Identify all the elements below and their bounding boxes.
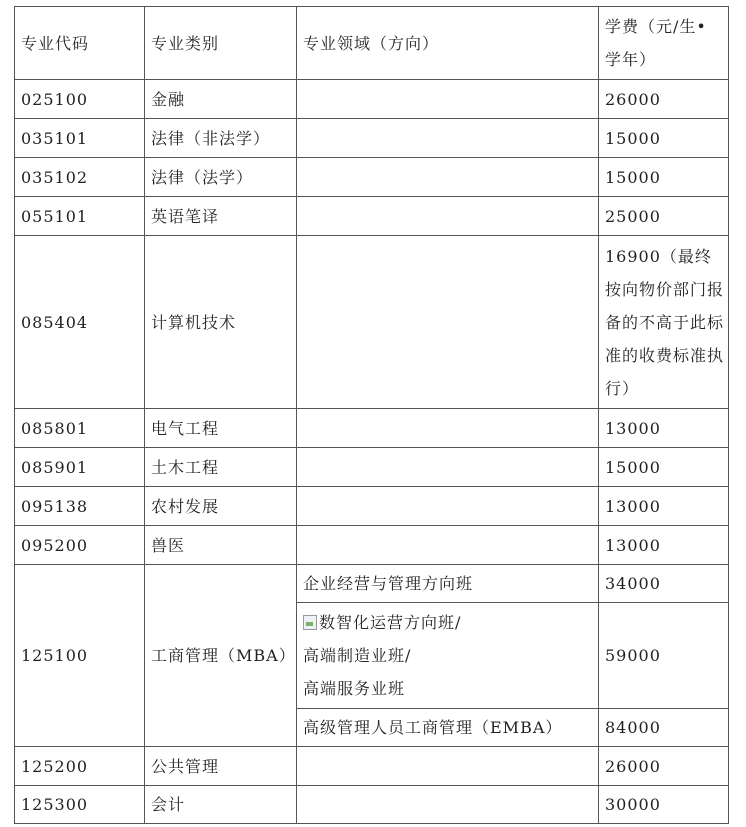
cell-code: 035102 <box>15 158 145 197</box>
table-row <box>15 197 729 236</box>
cell-category: 金融 <box>145 80 297 119</box>
cell-category: 电气工程 <box>145 409 297 448</box>
cell-code: 055101 <box>15 197 145 236</box>
cell-fee: 13000 <box>599 526 729 565</box>
cell-fee: 15000 <box>599 119 729 158</box>
cell-fee-note: 16900（最终按向物价部门报备的不高于此标准的收费标准执行） <box>605 246 725 398</box>
cell-fee: 59000 <box>599 603 729 709</box>
cell-code: 125100 <box>15 565 145 747</box>
cell-field <box>297 786 599 824</box>
cell-field <box>297 236 599 409</box>
field-line: 高端制造业班/ <box>303 646 412 665</box>
header-fee-line1: 学费（元/生• <box>605 17 707 36</box>
cell-field: 高级管理人员工商管理（EMBA） <box>297 709 599 747</box>
table-row <box>15 236 729 409</box>
cell-fee: 26000 <box>599 747 729 786</box>
cell-fee: 84000 <box>599 709 729 747</box>
table-row <box>15 119 729 158</box>
broken-image-icon <box>303 615 317 630</box>
table-row <box>15 747 729 786</box>
cell-field <box>297 747 599 786</box>
cell-field <box>297 197 599 236</box>
header-fee-line2: 学年） <box>605 50 657 69</box>
cell-code: 095200 <box>15 526 145 565</box>
cell-fee: 13000 <box>599 487 729 526</box>
header-row <box>15 7 729 80</box>
cell-field <box>297 487 599 526</box>
cell-fee: 13000 <box>599 409 729 448</box>
field-line <box>303 606 598 639</box>
header-code: 专业代码 <box>15 7 145 80</box>
cell-fee: 30000 <box>599 786 729 824</box>
header-fee <box>599 7 729 80</box>
cell-code: 085901 <box>15 448 145 487</box>
cell-code: 085404 <box>15 236 145 409</box>
field-line: 高端服务业班 <box>303 679 406 698</box>
cell-category: 工商管理（MBA） <box>145 565 297 747</box>
cell-field <box>297 603 599 709</box>
cell-category: 会计 <box>145 786 297 824</box>
cell-category: 土木工程 <box>145 448 297 487</box>
table-row <box>15 487 729 526</box>
cell-fee: 15000 <box>599 448 729 487</box>
cell-field <box>297 526 599 565</box>
cell-fee: 15000 <box>599 158 729 197</box>
cell-fee <box>599 236 729 409</box>
cell-category: 农村发展 <box>145 487 297 526</box>
cell-field <box>297 409 599 448</box>
cell-category: 英语笔译 <box>145 197 297 236</box>
header-category: 专业类别 <box>145 7 297 80</box>
table-row <box>15 786 729 824</box>
cell-field <box>297 448 599 487</box>
tuition-table <box>14 6 729 824</box>
table-row-mba <box>15 565 729 603</box>
cell-category: 公共管理 <box>145 747 297 786</box>
cell-code: 125300 <box>15 786 145 824</box>
cell-code: 085801 <box>15 409 145 448</box>
cell-field <box>297 158 599 197</box>
cell-code: 025100 <box>15 80 145 119</box>
field-line-text: 数智化运营方向班/ <box>319 613 462 632</box>
cell-fee: 25000 <box>599 197 729 236</box>
cell-fee: 34000 <box>599 565 729 603</box>
header-field: 专业领域（方向） <box>297 7 599 80</box>
cell-category: 法律（法学） <box>145 158 297 197</box>
cell-category: 计算机技术 <box>145 236 297 409</box>
cell-field <box>297 80 599 119</box>
cell-code: 125200 <box>15 747 145 786</box>
cell-field: 企业经营与管理方向班 <box>297 565 599 603</box>
table-row <box>15 448 729 487</box>
table-row <box>15 409 729 448</box>
cell-field <box>297 119 599 158</box>
table-row <box>15 526 729 565</box>
table-row <box>15 158 729 197</box>
table-row <box>15 80 729 119</box>
cell-code: 095138 <box>15 487 145 526</box>
cell-fee: 26000 <box>599 80 729 119</box>
cell-code: 035101 <box>15 119 145 158</box>
cell-category: 兽医 <box>145 526 297 565</box>
cell-category: 法律（非法学） <box>145 119 297 158</box>
